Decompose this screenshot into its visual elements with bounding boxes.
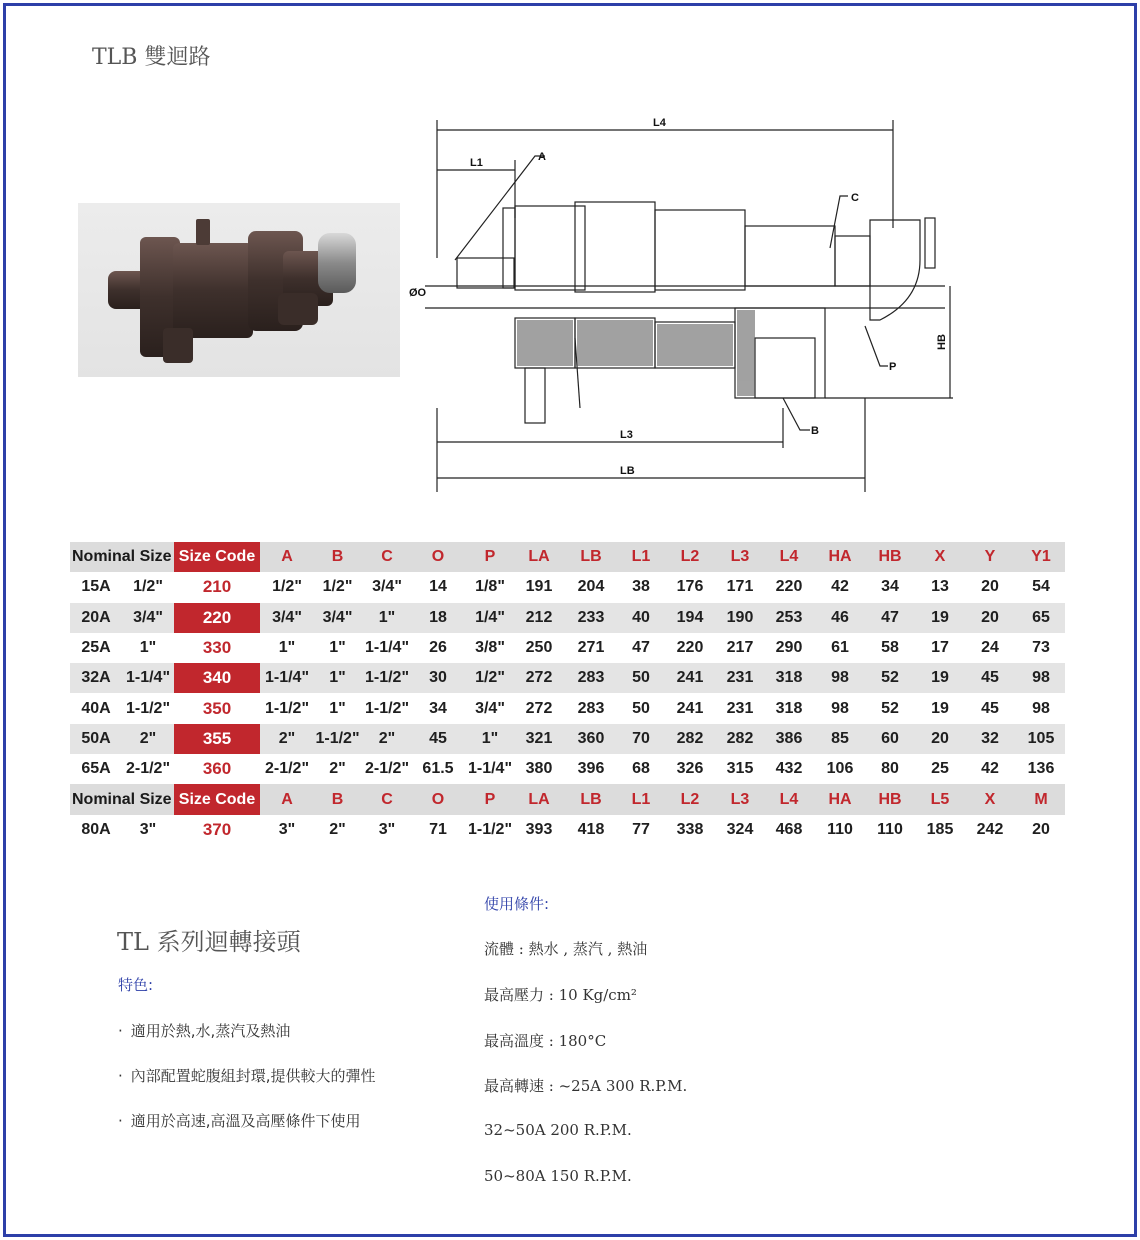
table-cell: 468	[775, 820, 803, 838]
column-header: O	[431, 790, 445, 808]
table-cell: 1-1/2"	[364, 669, 410, 687]
table-cell: 20	[981, 608, 999, 626]
column-header: L1	[631, 548, 651, 566]
table-cell: 61	[831, 639, 849, 657]
table-cell: 190	[726, 608, 754, 626]
table-cell: 25	[931, 760, 949, 778]
column-header: Y1	[1031, 548, 1051, 566]
table-cell: 3"	[278, 820, 296, 838]
table-cell: 241	[676, 669, 704, 687]
table-cell: 65A	[81, 760, 111, 778]
size-code-cell: 340	[174, 663, 260, 693]
column-header: L4	[779, 548, 799, 566]
table-cell: 324	[726, 820, 754, 838]
table-cell: 432	[775, 760, 803, 778]
table-cell: 98	[831, 669, 849, 687]
table-row	[70, 663, 1065, 693]
table-cell: 24	[981, 639, 999, 657]
column-header: O	[431, 548, 445, 566]
table-cell: 18	[429, 608, 447, 626]
product-photo	[78, 203, 400, 377]
table-cell: 3/4"	[272, 608, 302, 626]
table-header-row	[70, 784, 1065, 814]
table-cell: 71	[429, 820, 447, 838]
label-a: A	[538, 151, 546, 163]
table-cell: 231	[726, 669, 754, 687]
table-cell: 217	[726, 639, 754, 657]
label-b: B	[811, 425, 819, 437]
rotary-joint-photo-icon	[78, 203, 400, 377]
column-header: C	[381, 548, 393, 566]
table-cell: 250	[525, 639, 553, 657]
table-cell: 47	[881, 608, 899, 626]
feature-item: · 適用於高速,高溫及高壓條件下使用	[118, 1112, 361, 1130]
table-cell: 283	[577, 669, 605, 687]
table-cell: 1/2"	[322, 578, 353, 596]
table-cell: 1-1/4"	[125, 669, 171, 687]
table-cell: 1-1/2"	[364, 699, 410, 717]
condition-line: 50~80A 150 R.P.M.	[484, 1167, 632, 1185]
table-cell: 1-1/2"	[125, 699, 171, 717]
column-header: C	[381, 790, 393, 808]
table-cell: 3/4"	[133, 608, 163, 626]
table-cell: 1-1/4"	[467, 760, 513, 778]
column-header: X	[984, 790, 996, 808]
table-cell: 45	[429, 729, 447, 747]
column-header: LA	[528, 548, 550, 566]
column-header: B	[331, 548, 344, 566]
table-cell: 2-1/2"	[125, 760, 171, 778]
table-cell: 253	[775, 608, 803, 626]
technical-drawing	[405, 108, 965, 502]
table-cell: 321	[525, 729, 553, 747]
dim-l3-label: L3	[620, 429, 633, 441]
table-cell: 1/2"	[272, 578, 302, 596]
table-cell: 3/4"	[372, 578, 402, 596]
table-cell: 171	[726, 578, 754, 596]
table-cell: 204	[577, 578, 605, 596]
table-row	[70, 572, 1065, 602]
table-cell: 1/4"	[475, 608, 505, 626]
column-header: Nominal Size	[72, 548, 172, 566]
table-row	[70, 815, 1065, 845]
table-cell: 61.5	[422, 760, 454, 778]
table-cell: 15A	[81, 578, 111, 596]
table-cell: 242	[976, 820, 1004, 838]
table-cell: 2"	[378, 729, 396, 747]
table-cell: 1"	[329, 699, 346, 717]
table-row	[70, 693, 1065, 723]
table-cell: 241	[676, 699, 704, 717]
table-cell: 1"	[378, 608, 396, 626]
table-cell: 1/2"	[133, 578, 163, 596]
table-cell: 30	[429, 669, 447, 687]
size-code-cell: 330	[202, 638, 232, 658]
column-header: LB	[580, 548, 602, 566]
condition-line: 最高壓力 : 10 Kg/cm²	[484, 986, 637, 1004]
table-cell: 194	[676, 608, 704, 626]
table-cell: 282	[676, 729, 704, 747]
column-header: M	[1034, 790, 1048, 808]
table-cell: 380	[525, 760, 553, 778]
column-header: HB	[878, 790, 902, 808]
table-cell: 1-1/4"	[364, 639, 410, 657]
feature-item: · 適用於熱,水,蒸汽及熱油	[118, 1022, 291, 1040]
table-cell: 1"	[278, 639, 296, 657]
feature-item: · 內部配置蛇腹組封環,提供較大的彈性	[118, 1067, 376, 1085]
table-cell: 54	[1032, 578, 1050, 596]
table-cell: 176	[676, 578, 704, 596]
table-cell: 2"	[329, 820, 346, 838]
column-header: HA	[828, 548, 852, 566]
table-cell: 1"	[329, 669, 346, 687]
table-cell: 98	[1032, 699, 1050, 717]
table-cell: 110	[877, 820, 903, 838]
table-cell: 2-1/2"	[364, 760, 410, 778]
table-cell: 77	[632, 820, 650, 838]
column-header: P	[484, 790, 496, 808]
table-cell: 105	[1027, 729, 1055, 747]
table-cell: 1-1/2"	[315, 729, 360, 747]
size-code-cell: 210	[202, 577, 232, 597]
column-header: L3	[730, 548, 750, 566]
table-cell: 233	[577, 608, 605, 626]
table-cell: 70	[632, 729, 650, 747]
column-header: P	[484, 548, 496, 566]
table-cell: 52	[881, 669, 899, 687]
table-cell: 50A	[81, 729, 111, 747]
table-cell: 1"	[329, 639, 346, 657]
table-cell: 98	[831, 699, 849, 717]
table-cell: 80A	[81, 820, 111, 838]
column-header: A	[281, 548, 293, 566]
table-cell: 80	[881, 760, 899, 778]
conditions-title: 使用條件:	[484, 895, 550, 913]
table-cell: 318	[775, 699, 803, 717]
dim-lb-label: LB	[620, 465, 635, 477]
table-cell: 50	[632, 699, 650, 717]
table-cell: 106	[826, 760, 854, 778]
table-cell: 40	[632, 608, 650, 626]
table-cell: 2-1/2"	[264, 760, 310, 778]
table-cell: 65	[1032, 608, 1050, 626]
table-cell: 20	[931, 729, 949, 747]
column-header: L4	[779, 790, 799, 808]
table-cell: 282	[726, 729, 754, 747]
dim-o-label: ØO	[409, 287, 427, 299]
condition-line: 最高轉速 : ~25A 300 R.P.M.	[484, 1077, 688, 1095]
table-cell: 3"	[378, 820, 396, 838]
table-cell: 26	[429, 639, 447, 657]
column-header: X	[934, 548, 946, 566]
table-cell: 50	[632, 669, 650, 687]
column-header: B	[331, 790, 344, 808]
dim-l4-label: L4	[653, 117, 666, 129]
table-cell: 52	[881, 699, 899, 717]
table-cell: 191	[525, 578, 553, 596]
table-cell: 418	[577, 820, 605, 838]
table-cell: 68	[632, 760, 650, 778]
condition-line: 32~50A 200 R.P.M.	[484, 1121, 632, 1139]
table-cell: 1/8"	[475, 578, 505, 596]
table-cell: 272	[525, 669, 553, 687]
column-header: L2	[680, 548, 700, 566]
table-cell: 315	[726, 760, 754, 778]
table-cell: 1"	[139, 639, 157, 657]
column-header: LB	[580, 790, 602, 808]
table-cell: 318	[775, 669, 803, 687]
column-header: A	[281, 790, 293, 808]
table-cell: 136	[1027, 760, 1055, 778]
table-cell: 32A	[81, 669, 111, 687]
table-cell: 212	[525, 608, 553, 626]
table-cell: 360	[577, 729, 605, 747]
table-cell: 42	[831, 578, 849, 596]
table-row	[70, 633, 1065, 663]
table-cell: 220	[676, 639, 704, 657]
spec-table	[70, 542, 1065, 845]
table-cell: 110	[827, 820, 853, 838]
table-cell: 45	[981, 699, 999, 717]
size-code-cell: 370	[202, 819, 232, 839]
column-header: HB	[878, 548, 902, 566]
table-cell: 60	[881, 729, 899, 747]
table-cell: 42	[981, 760, 999, 778]
table-cell: 40A	[81, 699, 111, 717]
table-row	[70, 724, 1065, 754]
label-c: C	[851, 192, 859, 204]
table-cell: 34	[881, 578, 899, 596]
table-cell: 396	[577, 760, 605, 778]
column-header: L2	[680, 790, 700, 808]
table-cell: 1-1/2"	[467, 820, 513, 838]
table-row	[70, 754, 1065, 784]
table-cell: 3/8"	[475, 639, 505, 657]
column-header: L5	[930, 790, 950, 808]
table-cell: 326	[676, 760, 704, 778]
table-cell: 45	[981, 669, 999, 687]
table-cell: 338	[676, 820, 704, 838]
table-cell: 98	[1032, 669, 1050, 687]
series-title: TL 系列迴轉接頭	[117, 928, 301, 956]
column-header: HA	[828, 790, 852, 808]
condition-line: 流體 : 熱水 , 蒸汽 , 熱油	[484, 940, 648, 958]
table-cell: 20	[981, 578, 999, 596]
table-cell: 272	[525, 699, 553, 717]
table-cell: 85	[831, 729, 849, 747]
table-cell: 58	[881, 639, 899, 657]
table-cell: 13	[931, 578, 949, 596]
table-cell: 1-1/4"	[264, 669, 310, 687]
label-p: P	[889, 361, 897, 373]
size-code-cell: 355	[174, 724, 260, 754]
table-cell: 19	[931, 699, 949, 717]
table-cell: 14	[429, 578, 447, 596]
table-cell: 1"	[481, 729, 499, 747]
table-cell: 20	[1032, 820, 1050, 838]
table-cell: 185	[926, 820, 954, 838]
size-code-cell: 220	[174, 603, 260, 633]
column-header: Nominal Size	[72, 790, 172, 808]
table-cell: 32	[981, 729, 999, 747]
column-header: LA	[528, 790, 550, 808]
dim-l1-label: L1	[470, 157, 483, 169]
table-cell: 19	[931, 669, 949, 687]
table-cell: 19	[931, 608, 949, 626]
column-header: Y	[984, 548, 996, 566]
table-cell: 46	[831, 608, 849, 626]
table-cell: 73	[1032, 639, 1050, 657]
table-cell: 386	[775, 729, 803, 747]
table-cell: 2"	[278, 729, 296, 747]
column-header: L3	[730, 790, 750, 808]
table-cell: 283	[577, 699, 605, 717]
dim-hb-label: HB	[936, 334, 948, 350]
table-cell: 34	[429, 699, 447, 717]
column-header: Size Code	[174, 784, 260, 814]
table-cell: 3"	[139, 820, 157, 838]
table-cell: 20A	[81, 608, 111, 626]
table-cell: 1-1/2"	[264, 699, 310, 717]
table-cell: 47	[632, 639, 650, 657]
table-cell: 2"	[329, 760, 346, 778]
table-cell: 3/4"	[475, 699, 505, 717]
size-code-cell: 350	[202, 698, 232, 718]
table-cell: 17	[931, 639, 949, 657]
table-row	[70, 603, 1065, 633]
table-cell: 25A	[81, 639, 111, 657]
page-title: TLB 雙迴路	[92, 45, 211, 70]
features-title: 特色:	[118, 976, 154, 994]
table-header-row	[70, 542, 1065, 572]
condition-line: 最高溫度 : 180°C	[484, 1032, 607, 1050]
table-cell: 38	[632, 578, 650, 596]
table-cell: 220	[775, 578, 803, 596]
table-cell: 290	[775, 639, 803, 657]
table-cell: 393	[525, 820, 553, 838]
size-code-cell: 360	[202, 759, 232, 779]
table-cell: 1/2"	[475, 669, 505, 687]
table-cell: 2"	[139, 729, 157, 747]
column-header: L1	[631, 790, 651, 808]
table-cell: 3/4"	[322, 608, 353, 626]
column-header: Size Code	[174, 542, 260, 572]
table-cell: 271	[577, 639, 605, 657]
table-cell: 231	[726, 699, 754, 717]
